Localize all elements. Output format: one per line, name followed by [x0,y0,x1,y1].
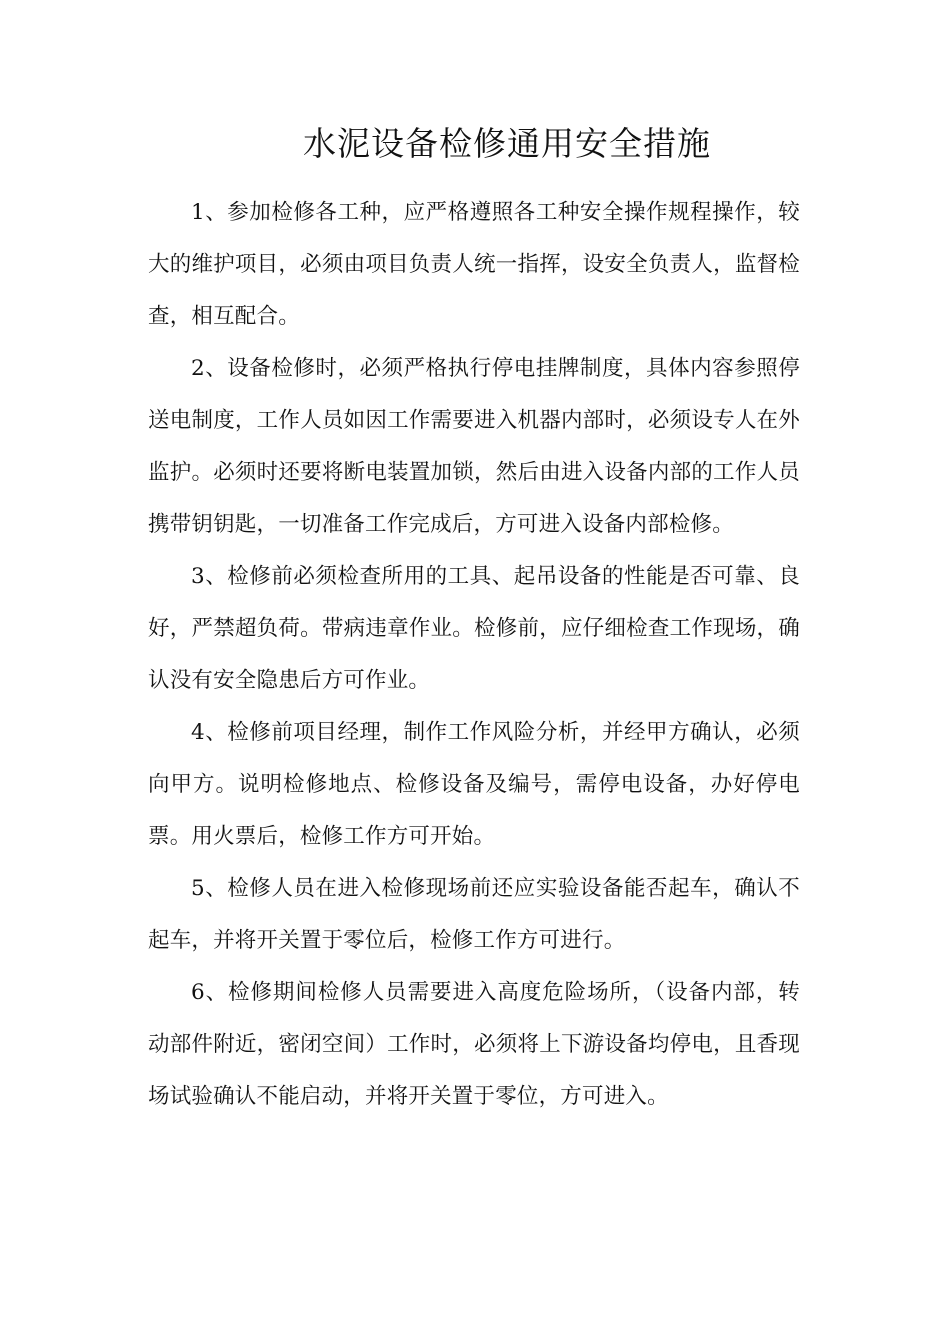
paragraph-4: 4、检修前项目经理，制作工作风险分析，并经甲方确认，必须向甲方。说明检修地点、检修设备及编号，需停电设备，办好停电票。用火票后，检修工作方可开始。 [148,720,800,849]
document-title: 水泥设备检修通用安全措施 [303,124,711,163]
document-body [148,187,800,1123]
paragraph-1: 1、参加检修各工种，应严格遵照各工种安全操作规程操作，较大的维护项目，必须由项目负责人统一指挥，设安全负责人，监督检查，相互配合。 [148,200,800,329]
paragraph-5: 5、检修人员在进入检修现场前还应实验设备能否起车，确认不起车，并将开关置于零位后，检修工作方可进行。 [148,876,800,953]
paragraph-3: 3、检修前必须检查所用的工具、起吊设备的性能是否可靠、良好，严禁超负荷。带病违章作业。检修前，应仔细检查工作现场，确认没有安全隐患后方可作业。 [148,564,800,693]
paragraph-6: 6、检修期间检修人员需要进入高度危险场所，（设备内部，转动部件附近，密闭空间）工作时，必须将上下游设备均停电，且香现场试验确认不能启动，并将开关置于零位，方可进入。 [148,980,800,1109]
paragraph-2: 2、设备检修时，必须严格执行停电挂牌制度，具体内容参照停送电制度，工作人员如因工作需要进入机器内部时，必须设专人在外监护。必须时还要将断电装置加锁，然后由进入设备内部的工作人员携带钥钥匙，一切准备工作完成后，方可进入设备内部检修。 [148,356,800,537]
